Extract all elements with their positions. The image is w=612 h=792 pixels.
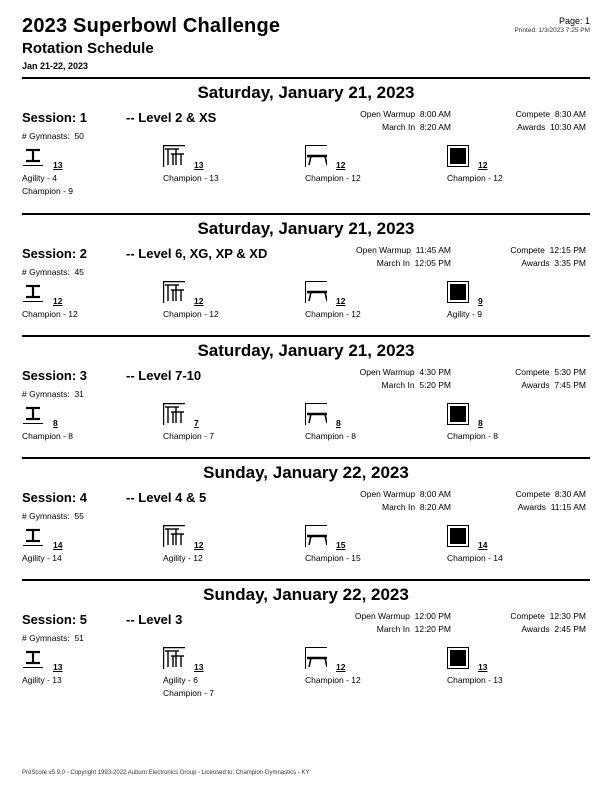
awards-label: Awards [517, 502, 546, 512]
gymnasts-label: # Gymnasts: [22, 267, 70, 277]
balance-beam-icon [305, 525, 327, 547]
uneven-bars-icon [163, 281, 185, 303]
awards-label: Awards [521, 380, 550, 390]
awards-row [470, 502, 586, 512]
rotation-group: Champion - 12 [22, 309, 78, 319]
session-block [0, 579, 612, 699]
event-count: 14 [53, 540, 63, 550]
open-warmup-label: Open Warmup [360, 109, 416, 119]
session-name: Session: 1 [22, 110, 88, 125]
rotation-group: Champion - 7 [163, 431, 215, 441]
compete-label: Compete [515, 489, 551, 499]
gymnasts-value: 31 [74, 389, 84, 399]
session-name: Session: 3 [22, 368, 88, 383]
open-warmup-row [330, 367, 451, 377]
march-in-time: 8:20 AM [419, 502, 451, 512]
open-warmup-label: Open Warmup [354, 611, 410, 621]
balance-beam-icon [305, 403, 327, 425]
awards-time: 7:45 PM [554, 380, 586, 390]
event-count: 8 [336, 418, 341, 428]
footer-copyright: ProScore v5.9.0 - Copyright 1993-2022 Auburn Electronics Group - Licensed to: Champion Gymnastics - KY [22, 770, 310, 776]
floor-exercise-icon [447, 145, 469, 167]
open-warmup-time: 8:00 AM [419, 489, 451, 499]
balance-beam-icon [305, 281, 327, 303]
event-count: 13 [53, 662, 63, 672]
rotation-group: Champion - 9 [22, 186, 74, 196]
march-in-row [330, 502, 451, 512]
uneven-bars-icon [163, 525, 185, 547]
vault-icon [22, 145, 44, 167]
gymnast-count [22, 131, 84, 141]
awards-label: Awards [517, 122, 546, 132]
gymnasts-value: 51 [74, 633, 84, 643]
compete-time: 8:30 AM [554, 109, 586, 119]
floor-exercise-icon [447, 525, 469, 547]
session-day: Sunday, January 22, 2023 [203, 463, 409, 482]
floor-exercise-icon [447, 403, 469, 425]
session-day: Saturday, January 21, 2023 [197, 83, 415, 102]
open-warmup-label: Open Warmup [359, 367, 415, 377]
compete-row [470, 367, 586, 377]
march-in-label: March In [376, 258, 410, 268]
march-in-row [330, 380, 451, 390]
rotation-group: Champion - 14 [447, 553, 503, 563]
uneven-bars-icon [163, 403, 185, 425]
session-day: Saturday, January 21, 2023 [197, 219, 415, 238]
report-subtitle: Rotation Schedule [22, 40, 154, 57]
gymnasts-label: # Gymnasts: [22, 633, 70, 643]
awards-row [470, 122, 586, 132]
compete-time: 12:15 PM [549, 245, 586, 255]
event-count: 9 [478, 296, 483, 306]
event-count: 12 [194, 540, 204, 550]
event-count: 12 [478, 160, 488, 170]
gymnasts-label: # Gymnasts: [22, 511, 70, 521]
march-in-time: 12:20 PM [414, 624, 451, 634]
rotation-group: Agility - 14 [22, 553, 62, 563]
gymnast-count [22, 389, 84, 399]
gymnasts-value: 55 [74, 511, 84, 521]
event-count: 14 [478, 540, 488, 550]
awards-row [470, 624, 586, 634]
march-in-row [330, 122, 451, 132]
uneven-bars-icon [163, 145, 185, 167]
rotation-group: Champion - 8 [22, 431, 74, 441]
rotation-group: Champion - 8 [447, 431, 499, 441]
event-count: 12 [336, 662, 346, 672]
rotation-group: Champion - 12 [305, 675, 361, 685]
gymnasts-value: 50 [74, 131, 84, 141]
section-divider [22, 213, 590, 215]
compete-label: Compete [515, 109, 551, 119]
report-title: 2023 Superbowl Challenge [22, 15, 281, 37]
vault-icon [22, 525, 44, 547]
event-count: 13 [194, 662, 204, 672]
session-block [0, 457, 612, 577]
compete-time: 8:30 AM [554, 489, 586, 499]
open-warmup-time: 4:30 PM [419, 367, 451, 377]
open-warmup-row [330, 489, 451, 499]
session-level: -- Level 4 & 5 [126, 490, 207, 505]
session-level: -- Level 6, XG, XP & XD [126, 246, 268, 261]
compete-label: Compete [510, 611, 545, 621]
event-count: 12 [194, 296, 204, 306]
gymnast-count [22, 633, 84, 643]
gymnasts-label: # Gymnasts: [22, 131, 70, 141]
march-in-time: 8:20 AM [419, 122, 451, 132]
section-divider [22, 77, 590, 79]
gymnasts-value: 45 [74, 267, 84, 277]
session-name: Session: 5 [22, 612, 88, 627]
open-warmup-label: Open Warmup [356, 245, 411, 255]
open-warmup-time: 8:00 AM [419, 109, 451, 119]
section-divider [22, 457, 590, 459]
rotation-group: Champion - 12 [305, 173, 361, 183]
compete-row [470, 489, 586, 499]
march-in-label: March In [376, 624, 410, 634]
event-count: 8 [53, 418, 58, 428]
awards-time: 2:45 PM [554, 624, 586, 634]
march-in-time: 5:20 PM [419, 380, 451, 390]
march-in-time: 12:05 PM [414, 258, 451, 268]
session-day: Sunday, January 22, 2023 [203, 585, 409, 604]
awards-time: 10:30 AM [550, 122, 586, 132]
rotation-group: Champion - 15 [305, 553, 361, 563]
open-warmup-time: 11:45 AM [415, 245, 451, 255]
uneven-bars-icon [163, 647, 185, 669]
gymnast-count [22, 267, 84, 277]
march-in-label: March In [381, 380, 415, 390]
awards-time: 3:35 PM [554, 258, 586, 268]
awards-row [470, 258, 586, 268]
rotation-group: Champion - 12 [305, 309, 361, 319]
event-count: 12 [336, 160, 346, 170]
section-divider [22, 579, 590, 581]
section-divider [22, 335, 590, 337]
compete-row [470, 109, 586, 119]
march-in-label: March In [382, 502, 416, 512]
date-range: Jan 21-22, 2023 [22, 61, 89, 71]
printed-timestamp: Printed: 1/3/2023 7:25 PM [514, 27, 590, 34]
compete-time: 5:30 PM [554, 367, 586, 377]
event-count: 13 [478, 662, 488, 672]
vault-icon [22, 281, 44, 303]
rotation-group: Agility - 12 [163, 553, 203, 563]
march-in-row [330, 624, 451, 634]
session-block [0, 213, 612, 333]
rotation-group: Agility - 6 [163, 675, 198, 685]
march-in-label: March In [382, 122, 416, 132]
rotation-group: Champion - 12 [447, 173, 503, 183]
compete-time: 12:30 PM [549, 611, 586, 621]
rotation-group: Champion - 13 [447, 675, 503, 685]
open-warmup-row [330, 109, 451, 119]
vault-icon [22, 403, 44, 425]
rotation-group: Agility - 9 [447, 309, 482, 319]
awards-label: Awards [521, 624, 550, 634]
awards-time: 11:15 AM [550, 502, 586, 512]
session-block [0, 335, 612, 455]
session-name: Session: 4 [22, 490, 88, 505]
vault-icon [22, 647, 44, 669]
session-level: -- Level 3 [126, 612, 183, 627]
gymnast-count [22, 511, 84, 521]
compete-label: Compete [515, 367, 550, 377]
session-level: -- Level 7-10 [126, 368, 202, 383]
march-in-row [330, 258, 451, 268]
compete-label: Compete [510, 245, 545, 255]
compete-row [470, 611, 586, 621]
rotation-group: Champion - 12 [163, 309, 219, 319]
event-count: 13 [194, 160, 204, 170]
session-name: Session: 2 [22, 246, 88, 261]
event-count: 8 [478, 418, 483, 428]
session-level: -- Level 2 & XS [126, 110, 217, 125]
rotation-group: Champion - 13 [163, 173, 219, 183]
rotation-group: Champion - 8 [305, 431, 357, 441]
session-block [0, 77, 612, 197]
event-count: 7 [194, 418, 199, 428]
page-number: Page: 1 [558, 16, 590, 26]
event-count: 15 [336, 540, 346, 550]
floor-exercise-icon [447, 647, 469, 669]
open-warmup-label: Open Warmup [360, 489, 416, 499]
open-warmup-row [330, 611, 451, 621]
event-count: 12 [336, 296, 346, 306]
awards-label: Awards [521, 258, 550, 268]
balance-beam-icon [305, 145, 327, 167]
rotation-group: Agility - 13 [22, 675, 62, 685]
gymnasts-label: # Gymnasts: [22, 389, 70, 399]
floor-exercise-icon [447, 281, 469, 303]
balance-beam-icon [305, 647, 327, 669]
event-count: 12 [53, 296, 63, 306]
open-warmup-time: 12:00 PM [414, 611, 451, 621]
compete-row [470, 245, 586, 255]
session-day: Saturday, January 21, 2023 [197, 341, 415, 360]
awards-row [470, 380, 586, 390]
rotation-group: Agility - 4 [22, 173, 57, 183]
event-count: 13 [53, 160, 63, 170]
open-warmup-row [330, 245, 451, 255]
rotation-group: Champion - 7 [163, 688, 215, 698]
